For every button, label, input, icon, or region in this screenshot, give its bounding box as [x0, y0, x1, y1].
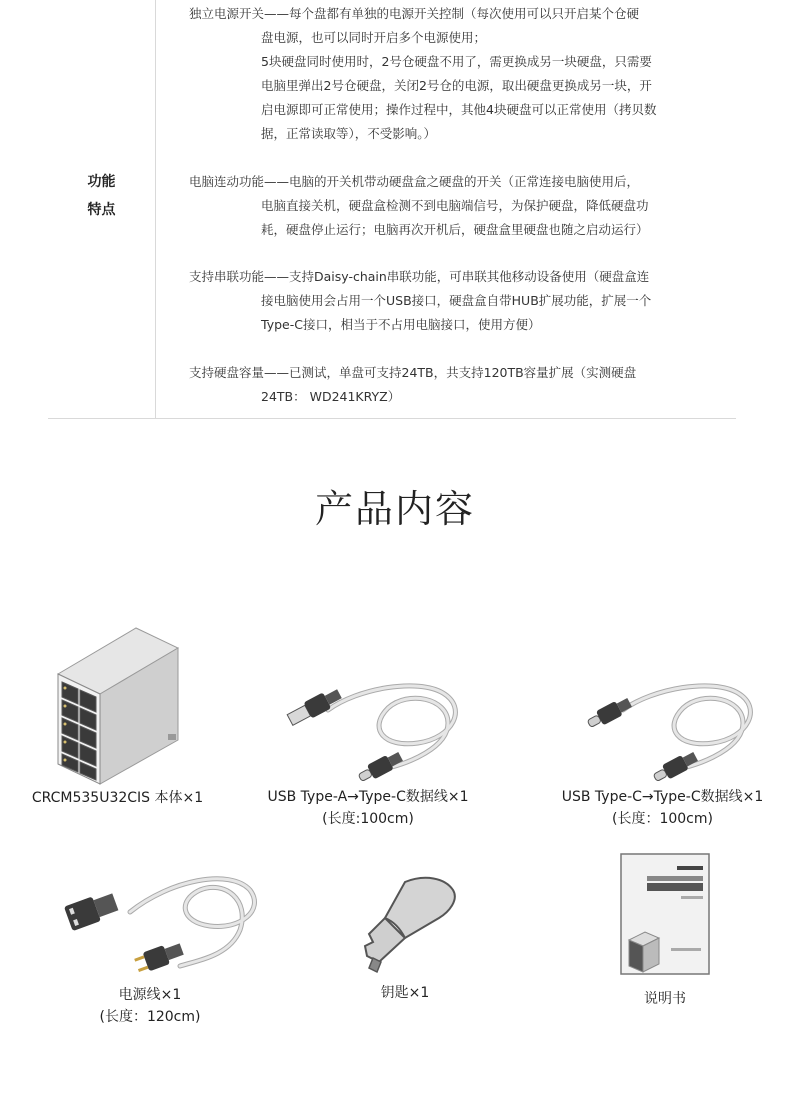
item-caption: [600, 988, 730, 1010]
text-line: 电脑里弹出2号仓硬盘，关闭2号仓的电源，取出硬盘更换成另一块，开: [261, 78, 652, 93]
caption-line: (长度：100cm): [612, 811, 713, 827]
text-line: 启电源即可正常使用；操作过程中，其他4块硬盘可以正常使用（拷贝数: [261, 102, 657, 117]
text-line: 盘电源，也可以同时开启多个电源使用；: [261, 30, 487, 45]
item-caption: [248, 786, 488, 830]
feature-pc-linkage: [189, 170, 649, 242]
text-line: 支持串联功能——支持Daisy-chain串联功能，可串联其他移动设备使用（硬盘盒连: [189, 269, 650, 284]
usb-a-to-c-cable-image: [268, 668, 468, 786]
text-line: Type-C接口，相当于不占用电脑接口，使用方便）: [261, 317, 541, 332]
item-caption: [330, 982, 480, 1004]
feature-capacity: [189, 361, 636, 409]
enclosure-image: [38, 622, 198, 787]
item-caption: [540, 786, 785, 830]
text-line: 5块硬盘同时使用时，2号仓硬盘不用了，需更换成另一块硬盘，只需要: [261, 54, 652, 69]
spec-label-line2: 特点: [87, 202, 116, 218]
text-line: 24TB： WD241KRYZ）: [261, 389, 401, 404]
item-key: [330, 872, 480, 1004]
key-image: [345, 872, 465, 982]
caption-line: USB Type-A→Type-C数据线×1: [267, 789, 469, 805]
power-cord-image: [60, 860, 260, 984]
spec-table: [48, 0, 736, 419]
text-line: 电脑直接关机，硬盘盒检测不到电脑端信号，为保护硬盘，降低硬盘功: [261, 198, 649, 213]
item-power-cord: [60, 860, 240, 1028]
usb-c-to-c-cable-image: [563, 668, 763, 786]
feature-power-switch: [189, 2, 656, 146]
text-line: 接电脑使用会占用一个USB接口，硬盘盒自带HUB扩展功能，扩展一个: [261, 293, 652, 308]
caption-line: 钥匙×1: [380, 985, 430, 1001]
item-usb-c-to-c: [540, 668, 785, 830]
caption-line: (长度：120cm): [99, 1009, 201, 1025]
caption-line: 说明书: [644, 991, 686, 1007]
text-line: 据，正常读取等），不受影响。）: [261, 126, 437, 141]
spec-row-label: [48, 168, 155, 224]
text-line: 支持硬盘容量——已测试，单盘可支持24TB，共支持120TB容量扩展（实测硬盘: [189, 365, 637, 380]
spec-label-line1: 功能: [87, 174, 116, 190]
text-line: 耗，硬盘停止运行；电脑再次开机后，硬盘盒里硬盘也随之启动运行）: [261, 222, 649, 237]
item-usb-a-to-c: [248, 668, 488, 830]
text-line: 独立电源开关——每个盘都有单独的电源开关控制（每次使用可以只开启某个仓硬: [189, 6, 640, 21]
section-title: 产品内容: [314, 487, 475, 531]
caption-line: 电源线×1: [118, 987, 182, 1003]
text-line: 电脑连动功能——电脑的开关机带动硬盘盒之硬盘的开关（正常连接电脑使用后，: [189, 174, 640, 189]
manual-image: [619, 852, 711, 976]
feature-daisy-chain: [189, 265, 651, 337]
spec-table-divider: [155, 0, 156, 418]
caption-line: CRCM535U32CIS 本体×1: [31, 790, 204, 806]
item-caption: [60, 984, 240, 1028]
caption-line: (长度:100cm): [322, 811, 414, 827]
item-caption: [10, 787, 225, 809]
item-manual: [600, 852, 730, 1010]
caption-line: USB Type-C→Type-C数据线×1: [561, 789, 764, 805]
item-enclosure: [10, 622, 225, 809]
